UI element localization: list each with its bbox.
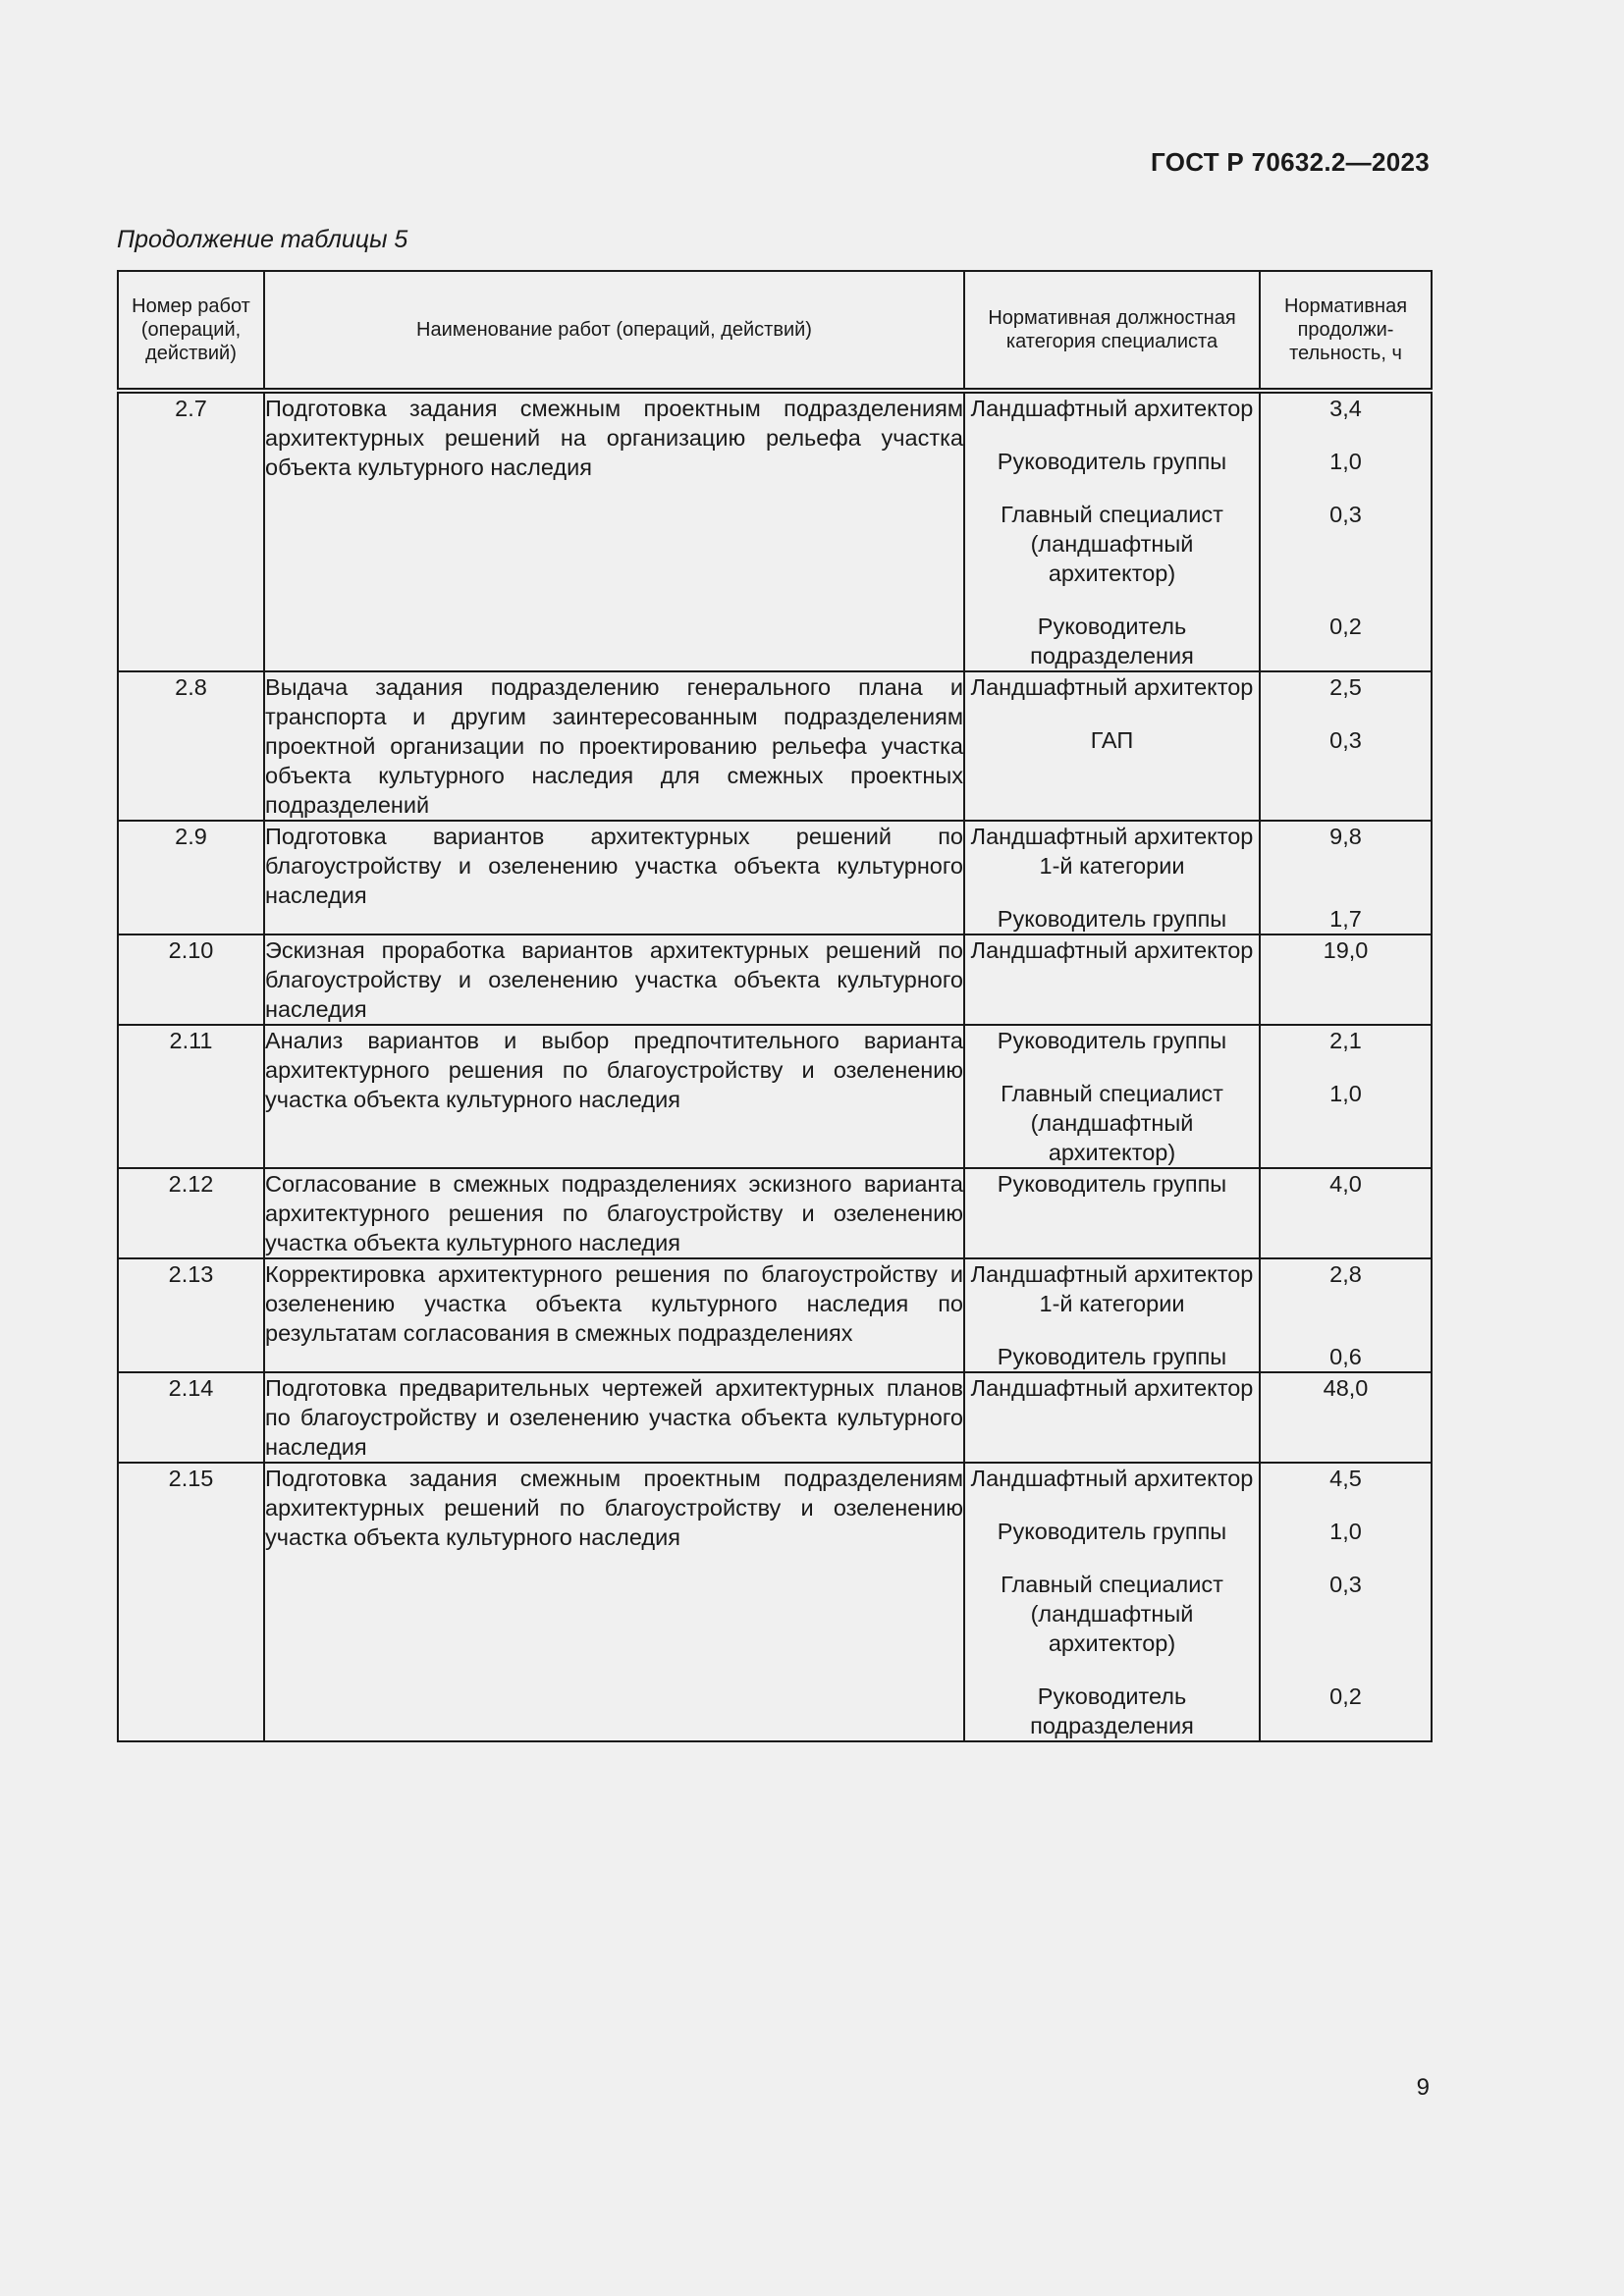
specialist-category: Руководитель подразделения: [1030, 1683, 1194, 1738]
work-number: 2.10: [118, 934, 264, 1025]
page-number: 9: [1416, 2074, 1430, 2101]
work-number: 2.13: [118, 1258, 264, 1372]
table-row: [118, 934, 1432, 1025]
duration-cell: [1260, 391, 1432, 671]
duration-value: 1,0: [1329, 449, 1362, 474]
duration-cell: [1260, 1258, 1432, 1372]
work-number: 2.7: [118, 391, 264, 671]
table-row: [118, 391, 1432, 671]
specialist-category: Ландшафтный архитектор 1-й категории: [970, 824, 1254, 879]
work-name: Корректировка архитектурного решения по благоустройству и озеленению участка объекта культурного наследия по результатам согласования в смежных подразделениях: [264, 1258, 964, 1372]
specialist-category-cell: [964, 1025, 1260, 1168]
specialist-category: Руководитель группы: [997, 1028, 1227, 1053]
work-name: Подготовка предварительных чертежей архитектурных планов по благоустройству и озеленению участка объекта культурного наследия: [264, 1372, 964, 1463]
duration-value: 48,0: [1323, 1375, 1369, 1401]
duration-value: 4,0: [1329, 1171, 1362, 1197]
specialist-category: Руководитель группы: [997, 449, 1227, 474]
table-row: [118, 1372, 1432, 1463]
work-name: Эскизная проработка вариантов архитектурных решений по благоустройству и озеленению участка объекта культурного наследия: [264, 934, 964, 1025]
specialist-category: Главный специалист (ландшафтный архитектор): [1001, 502, 1223, 586]
work-number: 2.12: [118, 1168, 264, 1258]
col-header-duration: Нормативная продолжи-тельность, ч: [1260, 271, 1432, 391]
duration-value: 0,3: [1329, 1572, 1362, 1597]
work-name: Подготовка задания смежным проектным подразделениям архитектурных решений по благоустройству и озеленению участка объекта культурного наследия: [264, 1463, 964, 1741]
specialist-category: Ландшафтный архитектор: [970, 1466, 1254, 1491]
duration-value: 19,0: [1323, 937, 1369, 963]
specialist-category: Руководитель подразделения: [1030, 614, 1194, 668]
specialist-category: Руководитель группы: [997, 906, 1227, 932]
duration-value: 2,5: [1329, 674, 1362, 700]
duration-value: 1,7: [1329, 906, 1362, 932]
col-header-category: Нормативная должностная категория специалиста: [964, 271, 1260, 391]
specialist-category-cell: [964, 1168, 1260, 1258]
table-body: [118, 391, 1432, 1741]
duration-value: 1,0: [1329, 1081, 1362, 1106]
specialist-category: Главный специалист (ландшафтный архитектор): [1001, 1572, 1223, 1656]
specialist-category: Ландшафтный архитектор: [970, 674, 1254, 700]
specialist-category-cell: [964, 391, 1260, 671]
work-number: 2.8: [118, 671, 264, 821]
work-name: Согласование в смежных подразделениях эскизного варианта архитектурного решения по благоустройству и озеленению участка объекта культурного наследия: [264, 1168, 964, 1258]
duration-value: 9,8: [1329, 824, 1362, 849]
duration-value: 0,3: [1329, 502, 1362, 527]
duration-cell: [1260, 671, 1432, 821]
table-row: [118, 1463, 1432, 1741]
work-name: Подготовка вариантов архитектурных решений по благоустройству и озеленению участка объекта культурного наследия: [264, 821, 964, 934]
specialist-category-cell: [964, 1258, 1260, 1372]
duration-value: 3,4: [1329, 396, 1362, 421]
specialist-category: Ландшафтный архитектор: [970, 396, 1254, 421]
table-row: [118, 821, 1432, 934]
document-code: ГОСТ Р 70632.2—2023: [1151, 147, 1430, 177]
duration-value: 1,0: [1329, 1519, 1362, 1544]
specialist-category-cell: [964, 671, 1260, 821]
work-number: 2.11: [118, 1025, 264, 1168]
duration-cell: [1260, 934, 1432, 1025]
table-row: [118, 1168, 1432, 1258]
table-caption: Продолжение таблицы 5: [117, 226, 408, 253]
work-number: 2.14: [118, 1372, 264, 1463]
table-row: [118, 1025, 1432, 1168]
duration-value: 0,6: [1329, 1344, 1362, 1369]
work-name: Выдача задания подразделению генерального плана и транспорта и другим заинтересованным подразделениям проектной организации по проектированию рельефа участка объекта культурного наследия для смежных проектных подразделений: [264, 671, 964, 821]
col-header-name: Наименование работ (операций, действий): [264, 271, 964, 391]
duration-cell: [1260, 1168, 1432, 1258]
duration-value: 0,2: [1329, 1683, 1362, 1709]
work-name: Анализ вариантов и выбор предпочтительного варианта архитектурного решения по благоустройству и озеленению участка объекта культурного наследия: [264, 1025, 964, 1168]
work-name: Подготовка задания смежным проектным подразделениям архитектурных решений на организацию рельефа участка объекта культурного наследия: [264, 391, 964, 671]
specialist-category-cell: [964, 1463, 1260, 1741]
specialist-category: Руководитель группы: [997, 1171, 1227, 1197]
duration-cell: [1260, 1025, 1432, 1168]
table-row: [118, 671, 1432, 821]
duration-cell: [1260, 1372, 1432, 1463]
specialist-category: Ландшафтный архитектор: [970, 937, 1254, 963]
specialist-category: ГАП: [1090, 727, 1134, 753]
table-header-row: [118, 271, 1432, 391]
duration-value: 4,5: [1329, 1466, 1362, 1491]
col-header-number: Номер работ (операций, действий): [118, 271, 264, 391]
duration-value: 2,8: [1329, 1261, 1362, 1287]
specialist-category-cell: [964, 1372, 1260, 1463]
duration-cell: [1260, 1463, 1432, 1741]
duration-value: 0,3: [1329, 727, 1362, 753]
specialist-category: Главный специалист (ландшафтный архитектор): [1001, 1081, 1223, 1165]
specialist-category-cell: [964, 934, 1260, 1025]
work-number: 2.15: [118, 1463, 264, 1741]
specialist-category: Ландшафтный архитектор 1-й категории: [970, 1261, 1254, 1316]
duration-value: 0,2: [1329, 614, 1362, 639]
table-row: [118, 1258, 1432, 1372]
duration-value: 2,1: [1329, 1028, 1362, 1053]
specialist-category: Руководитель группы: [997, 1344, 1227, 1369]
work-number: 2.9: [118, 821, 264, 934]
specialist-category-cell: [964, 821, 1260, 934]
specialist-category: Ландшафтный архитектор: [970, 1375, 1254, 1401]
specialist-category: Руководитель группы: [997, 1519, 1227, 1544]
norms-table: [117, 270, 1433, 1742]
duration-cell: [1260, 821, 1432, 934]
